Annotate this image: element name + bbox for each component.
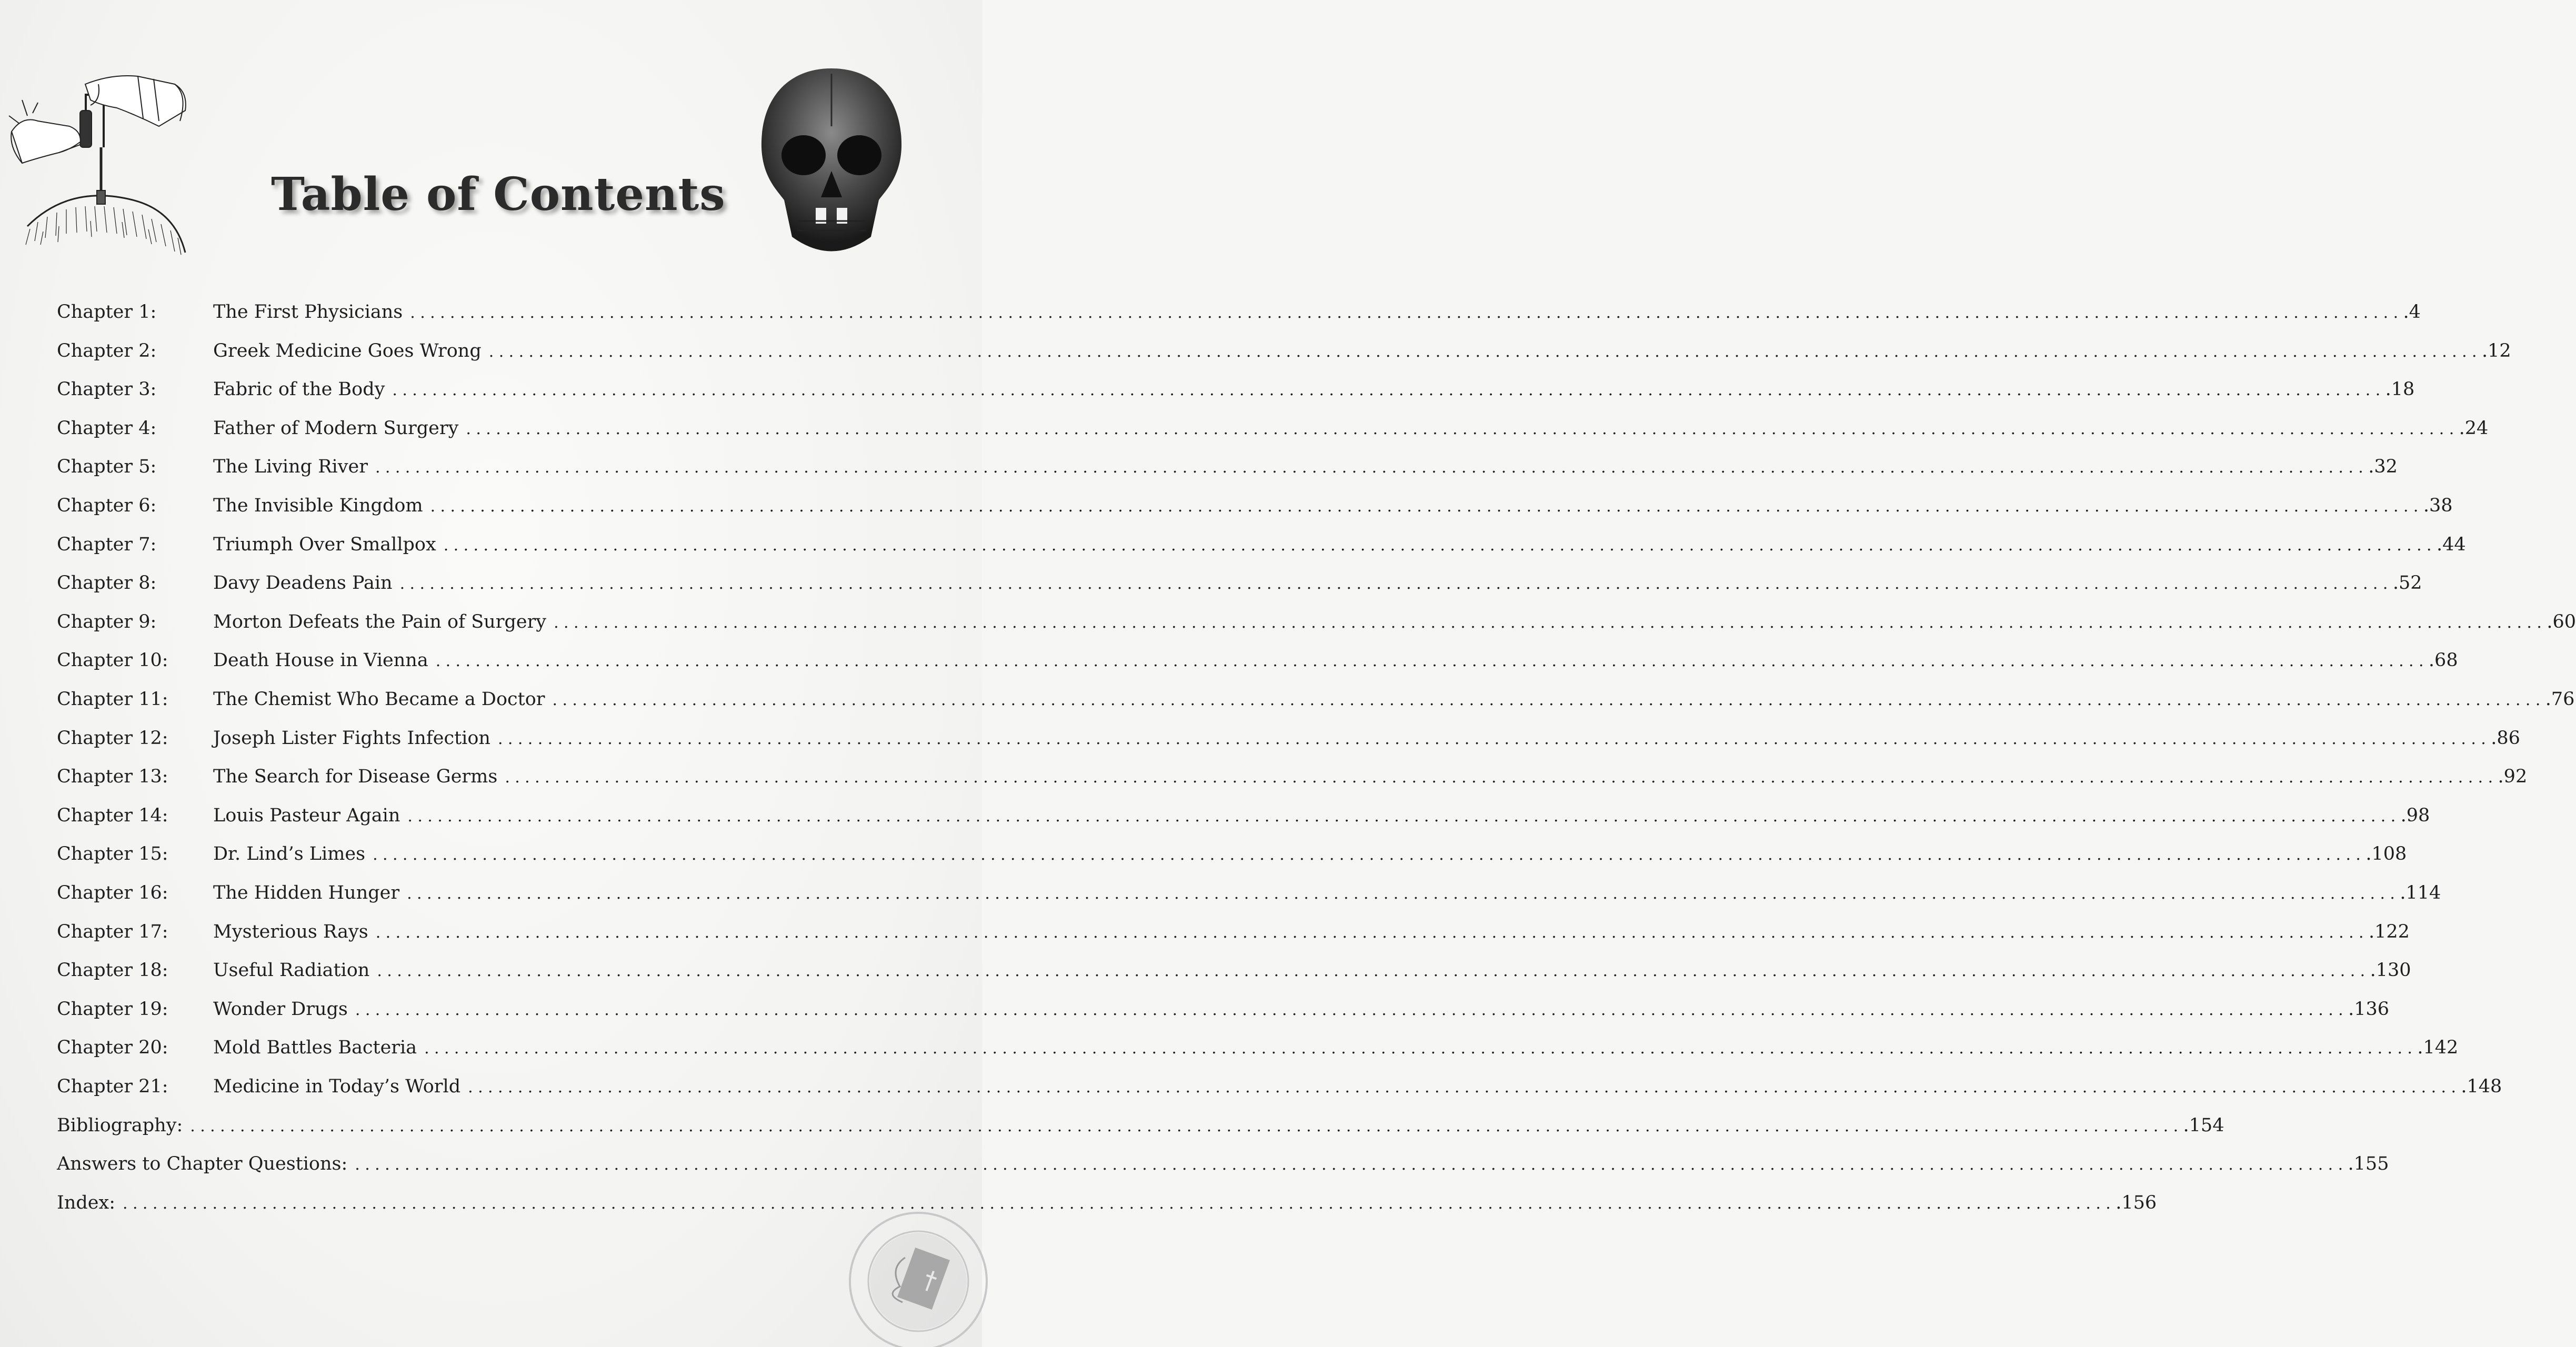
toc-entry-line <box>213 335 2511 367</box>
toc-entry-page: .68 <box>2428 650 2458 671</box>
toc-entry-page: .114 <box>2400 882 2441 903</box>
toc-entry <box>57 606 2576 638</box>
dot-leader: ........................................................................................................................................................................................................ <box>466 419 2459 438</box>
toc-entry-page: .44 <box>2436 534 2466 555</box>
toc-entry <box>57 722 2520 754</box>
toc-entry-label: Chapter 15: <box>57 843 168 865</box>
toc-entry-line <box>213 800 2430 831</box>
toc-entry-line <box>213 1032 2459 1063</box>
toc-entry <box>57 954 2411 986</box>
toc-entry-page: .156 <box>2116 1192 2157 1213</box>
toc-entry-label: Chapter 16: <box>57 882 168 903</box>
toc-entry <box>57 374 2415 405</box>
toc-entry-page: .155 <box>2348 1153 2389 1175</box>
toc-entry-line <box>213 296 2421 328</box>
toc-entry-page: .92 <box>2498 766 2528 788</box>
toc-entry-line <box>213 490 2453 521</box>
toc-entry-page: .52 <box>2392 572 2422 594</box>
toc-entry-line <box>213 606 2576 638</box>
toc-entry-title: Death House in Vienna <box>213 650 428 671</box>
toc-entry <box>57 413 2489 444</box>
toc-entry <box>57 761 2528 792</box>
toc-entry-line <box>213 916 2410 948</box>
toc-entry <box>57 1187 2157 1219</box>
toc-entry-title: Morton Defeats the Pain of Surgery <box>213 611 547 632</box>
toc-entry-title: Dr. Lind’s Limes <box>213 843 366 865</box>
toc-entry <box>57 838 2407 870</box>
toc-entry <box>57 529 2466 560</box>
toc-entry-line <box>213 567 2422 599</box>
toc-entry-line <box>213 761 2528 792</box>
toc-entry-label: Bibliography: <box>57 1114 183 1136</box>
dot-leader: ........................................................................................................................................................................................................ <box>407 807 2401 826</box>
dot-leader: ........................................................................................................................................................................................................ <box>373 846 2366 865</box>
toc-entry-line <box>213 838 2407 870</box>
toc-entry-label: Chapter 10: <box>57 650 168 671</box>
toc-entry-title: The Search for Disease Germs <box>213 766 498 788</box>
toc-entry-page: .38 <box>2423 495 2453 516</box>
toc-entry-label: Chapter 20: <box>57 1037 168 1059</box>
dot-leader: ........................................................................................................................................................................................................ <box>430 497 2423 516</box>
toc-entry-label: Chapter 11: <box>57 689 168 710</box>
toc-entry <box>57 296 2421 328</box>
toc-entry-label: Chapter 14: <box>57 805 168 826</box>
toc-entry-label: Chapter 6: <box>57 495 157 516</box>
toc-entry-label: Chapter 19: <box>57 998 168 1020</box>
dot-leader: ........................................................................................................................................................................................................ <box>407 884 2400 903</box>
toc-entry-line <box>213 993 2390 1025</box>
toc-entry <box>57 1071 2502 1102</box>
toc-entry <box>57 490 2453 521</box>
toc-entry-title: Useful Radiation <box>213 960 370 981</box>
toc-entry-line <box>213 683 2575 715</box>
dot-leader: ........................................................................................................................................................................................................ <box>552 691 2545 709</box>
dot-leader: ........................................................................................................................................................................................................ <box>190 1117 2183 1135</box>
toc-entry-title: Greek Medicine Goes Wrong <box>213 340 482 361</box>
dot-leader: ........................................................................................................................................................................................................ <box>435 652 2429 671</box>
toc-entry-label: Chapter 7: <box>57 534 157 555</box>
dot-leader: ........................................................................................................................................................................................................ <box>392 381 2385 400</box>
toc-entry <box>57 1110 2224 1141</box>
toc-entry-page: .122 <box>2368 921 2410 942</box>
dot-leader: ........................................................................................................................................................................................................ <box>375 923 2369 942</box>
toc-entry-label: Chapter 4: <box>57 417 157 439</box>
toc-entry <box>57 916 2410 948</box>
dot-leader: ........................................................................................................................................................................................................ <box>375 458 2369 477</box>
toc-entry-title: Triumph Over Smallpox <box>213 534 436 555</box>
toc-entry-page: .4 <box>2403 301 2421 323</box>
toc-entry <box>57 567 2422 599</box>
toc-entry-line <box>213 954 2411 986</box>
toc-entry-page: .18 <box>2385 379 2415 400</box>
toc-entry-line <box>57 1187 2157 1219</box>
toc-entry-title: Father of Modern Surgery <box>213 417 459 439</box>
toc-entry-label: Chapter 9: <box>57 611 157 632</box>
watermark-stamp <box>826 1194 982 1347</box>
toc-entry-label: Chapter 5: <box>57 456 157 478</box>
toc-entry-label: Chapter 13: <box>57 766 168 788</box>
toc-entry-page: .108 <box>2365 843 2407 865</box>
toc-entry-line <box>213 722 2520 754</box>
dot-leader: ........................................................................................................................................................................................................ <box>355 1000 2349 1019</box>
dot-leader: ........................................................................................................................................................................................................ <box>443 536 2437 555</box>
toc-entry-title: Davy Deadens Pain <box>213 572 393 594</box>
toc-entry-page: .60 <box>2547 611 2576 632</box>
toc-entry-title: Wonder Drugs <box>213 998 348 1020</box>
toc-entry-line <box>213 1071 2502 1102</box>
toc-entry-label: Chapter 12: <box>57 727 168 749</box>
toc-entry-line <box>57 1148 2389 1180</box>
toc-entry-line <box>213 877 2441 909</box>
dot-leader: ........................................................................................................................................................................................................ <box>497 729 2491 748</box>
dot-leader: ........................................................................................................................................................................................................ <box>505 768 2498 787</box>
toc-entry-title: Louis Pasteur Again <box>213 805 400 826</box>
toc-entry-page: .86 <box>2491 727 2520 749</box>
toc-entry <box>57 645 2458 676</box>
toc-entry-title: The Hidden Hunger <box>213 882 400 903</box>
toc-entry <box>57 335 2511 367</box>
toc-entry-page: .98 <box>2400 805 2430 826</box>
dot-leader: ........................................................................................................................................................................................................ <box>355 1155 2348 1174</box>
toc-entry-page: .32 <box>2368 456 2398 478</box>
toc-entry-label: Chapter 3: <box>57 379 157 400</box>
toc-entry-label: Chapter 2: <box>57 340 157 361</box>
toc-entry <box>57 683 2575 715</box>
toc-entry <box>57 451 2398 482</box>
toc-entry-title: Joseph Lister Fights Infection <box>213 727 490 749</box>
toc-entry <box>57 993 2390 1025</box>
toc-entry <box>57 800 2430 831</box>
dot-leader: ........................................................................................................................................................................................................ <box>123 1194 2116 1213</box>
dot-leader: ........................................................................................................................................................................................................ <box>554 613 2547 632</box>
toc-entry-page: .154 <box>2183 1114 2224 1136</box>
toc-entry-title: The First Physicians <box>213 301 403 323</box>
toc-entry-title: Medicine in Today’s World <box>213 1076 461 1097</box>
dot-leader: ........................................................................................................................................................................................................ <box>468 1078 2461 1097</box>
toc-entry-page: .76 <box>2545 689 2575 710</box>
toc-entry <box>57 877 2441 909</box>
toc-entry-line <box>213 374 2415 405</box>
toc-entry-title: Fabric of the Body <box>213 379 385 400</box>
toc-entry <box>57 1148 2389 1180</box>
toc-entry-page: .12 <box>2482 340 2511 361</box>
toc-entry-label: Chapter 17: <box>57 921 168 942</box>
toc-entry-label: Chapter 8: <box>57 572 157 594</box>
toc-entry-page: .136 <box>2348 998 2390 1020</box>
dot-leader: ........................................................................................................................................................................................................ <box>399 575 2393 594</box>
toc-entry-line <box>213 413 2489 444</box>
toc-entry-line <box>57 1110 2224 1141</box>
dot-leader: ........................................................................................................................................................................................................ <box>377 962 2370 981</box>
toc-entry-title: The Invisible Kingdom <box>213 495 423 516</box>
toc-entry-page: .130 <box>2370 960 2411 981</box>
toc-entry-title: The Living River <box>213 456 368 478</box>
dot-leader: ........................................................................................................................................................................................................ <box>488 342 2482 361</box>
toc-entry-title: Mold Battles Bacteria <box>213 1037 417 1059</box>
toc-entry-label: Chapter 1: <box>57 301 157 323</box>
toc-entry-line <box>213 529 2466 560</box>
toc-entry-page: .148 <box>2461 1076 2502 1097</box>
toc-entry <box>57 1032 2459 1063</box>
dot-leader: ........................................................................................................................................................................................................ <box>424 1039 2418 1058</box>
toc-entry-line <box>213 645 2458 676</box>
toc-entry-page: .142 <box>2417 1037 2459 1059</box>
toc-entry-line <box>213 451 2398 482</box>
toc-entry-label: Index: <box>57 1192 116 1213</box>
dot-leader: ........................................................................................................................................................................................................ <box>410 304 2403 322</box>
toc-entry-label: Answers to Chapter Questions: <box>57 1153 348 1175</box>
toc-entry-label: Chapter 21: <box>57 1076 168 1097</box>
page-title: Table of Contents <box>271 167 726 221</box>
toc-entry-label: Chapter 18: <box>57 960 168 981</box>
toc-entry-title: The Chemist Who Became a Doctor <box>213 689 545 710</box>
toc-entry-page: .24 <box>2459 417 2489 439</box>
toc-entry-title: Mysterious Rays <box>213 921 368 942</box>
